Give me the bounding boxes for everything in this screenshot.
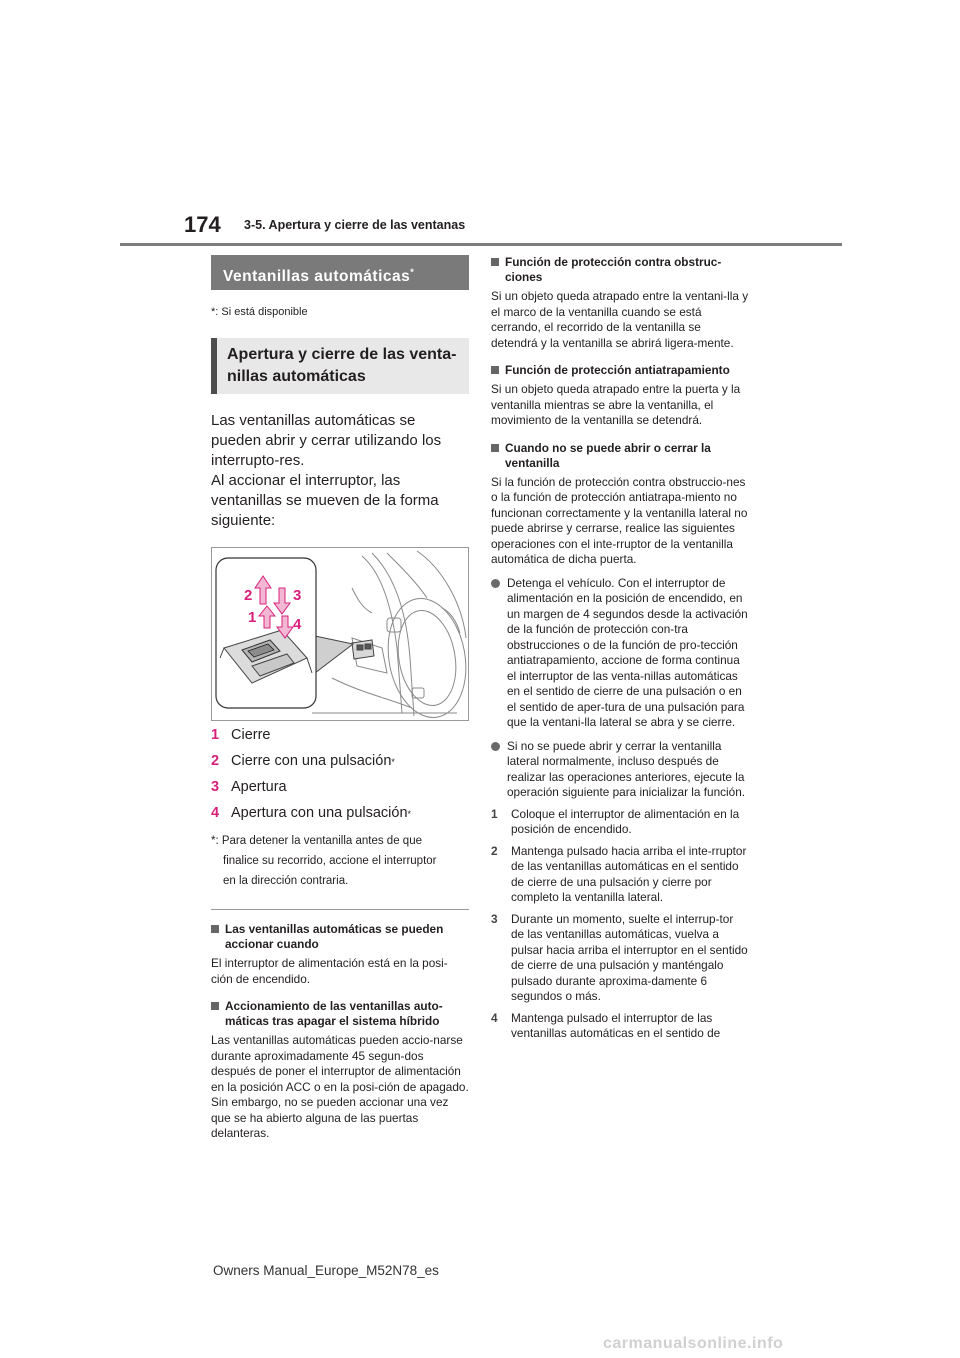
figure-label-1: 1 (248, 609, 257, 626)
block-heading (211, 922, 469, 952)
page-number: 174 (184, 212, 221, 237)
square-bullet-icon (491, 366, 499, 374)
section-title-box (211, 255, 469, 290)
chapter-title: 3-5. Apertura y cierre de las ventanas (244, 218, 466, 232)
step-number: 3 (491, 911, 498, 926)
legend-item (211, 727, 469, 753)
legend-item (211, 805, 469, 831)
legend-note-line-3: en la dirección contraria. (223, 875, 349, 887)
figure-label-2: 2 (244, 587, 253, 604)
step-item (491, 807, 749, 838)
legend-text: Apertura (231, 779, 287, 795)
legend-number: 1 (211, 727, 220, 743)
block-heading-text: Las ventanillas automáticas se pueden accionar cuando (225, 922, 444, 951)
legend-note-line-2: finalice su recorrido, accione el interruptor (223, 855, 437, 867)
block-heading (211, 999, 469, 1029)
block-text: Si la función de protección contra obstruccio-nes o la función de protección antiatrapa-miento no funcionan correctamente y la ventanilla lateral no puede abrirse y cerrarse, realice las siguientes operaciones con el inte-rruptor de la ventanilla automática de dicha puerta. (491, 474, 748, 566)
block-heading-text: Cuando no se puede abrir o cerrar la ventanilla (505, 440, 711, 470)
bullet-text: Si no se puede abrir y cerrar la ventanilla lateral normalmente, incluso después de realizar las operaciones anteriores, ejecute la operación siguiente para inicializar la función. (507, 738, 746, 799)
footer-manual-id: Owners Manual_Europe_M52N78_es (213, 1263, 439, 1278)
legend-number: 4 (211, 805, 220, 821)
step-item (491, 912, 749, 1005)
right-column (491, 255, 749, 1042)
square-bullet-icon (491, 444, 499, 452)
step-text: Mantenga pulsado hacia arriba el inte-rruptor de las ventanillas automáticas en el sentido de cierre de una pulsación y cierre por completo la ventanilla lateral. (511, 843, 747, 904)
step-number: 1 (491, 806, 498, 821)
block-text: Si un objeto queda atrapado entre la ventani-lla y el marco de la ventanilla cuando se está cerrando, el recorrido de la ventanilla se detendrá y la ventanilla se abrirá ligera-mente. (491, 289, 749, 350)
block-text: El interruptor de alimentación está en la posi-ción de encendido. (211, 956, 448, 986)
block-heading-text: Accionamiento de las ventanillas auto-máticas tras apagar el sistema híbrido (225, 999, 443, 1028)
block-heading-text: Función de protección contra obstruc-ciones (505, 255, 722, 284)
header-rule (120, 243, 842, 246)
intro-paragraph-1: Las ventanillas automáticas se pueden abrir y cerrar utilizando los interrupto-res. (211, 412, 442, 469)
intro-text (211, 411, 469, 531)
block-heading (491, 441, 749, 471)
legend-list (211, 727, 469, 831)
availability-note: *: Si está disponible (211, 306, 308, 318)
step-item (491, 1011, 749, 1042)
intro-paragraph-2: Al accionar el interruptor, las ventanillas se mueven de la forma siguiente: (211, 472, 439, 529)
square-bullet-icon (211, 1002, 219, 1010)
step-text: Coloque el interruptor de alimentación en la posición de encendido. (511, 806, 740, 836)
subsection-title: Apertura y cierre de las venta- nillas automáticas (211, 338, 469, 394)
step-item (491, 844, 749, 906)
bullet-text: Detenga el vehículo. Con el interruptor de alimentación en la posición de encendido, en un margen de 4 segundos desde la activación de la función de protección con-tra obstrucciones o de la función de pro-tección antiatrapamiento, accione de forma continua el interruptor de las venta-nillas automáticas en el sentido de cierre de una pulsación o en el sentido de aper-tura de una pulsación para que la ventani-lla lateral se abra y se cierre. (507, 575, 748, 729)
legend-text: Cierre con una pulsación (231, 753, 392, 769)
legend-star: * (391, 757, 395, 767)
legend-text: Cierre (231, 727, 271, 743)
legend-note-line-1: *: Para detener la ventanilla antes de que (211, 835, 422, 847)
block-heading (491, 363, 749, 378)
figure-label-4: 4 (293, 616, 302, 633)
left-column (211, 255, 469, 1142)
block-heading-text: Función de protección antiatrapamiento (505, 363, 730, 377)
figure-label-3: 3 (293, 587, 302, 604)
bullet-item (491, 576, 749, 731)
footer-watermark: carmanualsonline.info (603, 1335, 784, 1352)
bullet-item (491, 739, 749, 801)
legend-item (211, 753, 469, 779)
legend-item (211, 779, 469, 805)
square-bullet-icon (211, 925, 219, 933)
step-text: Durante un momento, suelte el interrup-tor de las ventanillas automáticas, vuelva a pulsar hacia arriba el interruptor en el sentido de cierre de una pulsación y manténgalo pulsado durante aproxima-damente 6 segundos o más. (511, 911, 748, 1003)
window-switch-illustration (211, 547, 469, 721)
legend-star: * (407, 809, 412, 819)
legend-footnote (211, 831, 469, 891)
legend-text: Apertura con una pulsación (231, 805, 408, 821)
section-title: Ventanillas automáticas (223, 268, 411, 286)
legend-number: 2 (211, 753, 220, 769)
step-number: 2 (491, 843, 498, 858)
step-number: 4 (491, 1010, 498, 1025)
block-text: Si un objeto queda atrapado entre la puerta y la ventanilla mientras se abre la ventanilla, el movimiento de la ventanilla se detendrá. (491, 382, 741, 427)
section-divider (211, 909, 469, 910)
step-text: Mantenga pulsado el interruptor de las ventanillas automáticas en el sentido de (511, 1010, 721, 1040)
section-asterisk: * (410, 267, 415, 277)
block-text: Las ventanillas automáticas pueden accio-narse durante aproximadamente 45 segun-dos después de poner el interruptor de alimentación en la posición ACC o en la posi-ción de apagado. Sin embargo, no se pueden accionar una vez que se ha abierto alguna de las puertas delanteras. (211, 1033, 469, 1140)
block-heading (491, 255, 749, 285)
legend-number: 3 (211, 779, 220, 795)
square-bullet-icon (491, 258, 499, 266)
round-bullet-icon (491, 742, 500, 751)
round-bullet-icon (491, 579, 500, 588)
